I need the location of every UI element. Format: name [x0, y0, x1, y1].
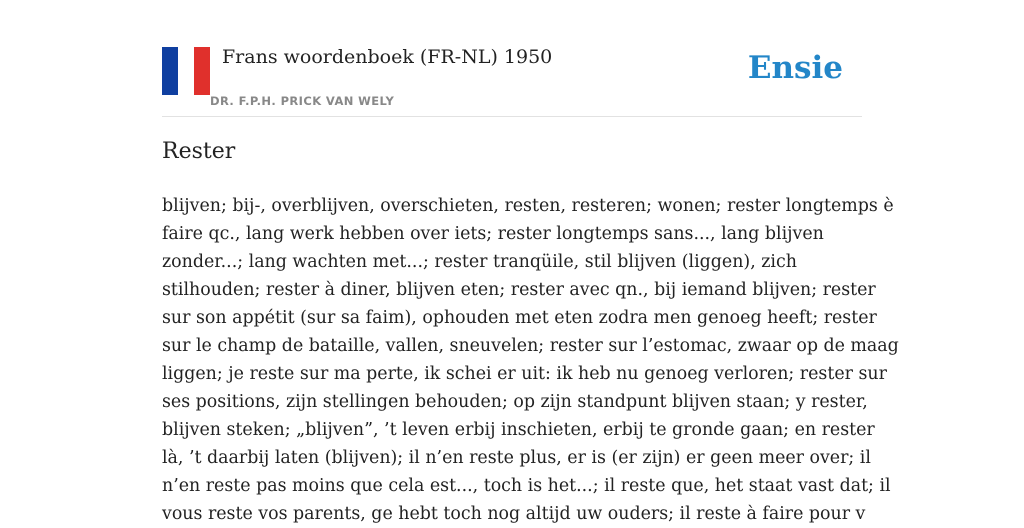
flag-white-stripe [178, 47, 194, 95]
dictionary-title[interactable]: Frans woordenboek (FR-NL) 1950 [222, 46, 553, 68]
definition-line: zonder...; lang wachten met...; rester tranqüile, stil blijven (liggen), zich [162, 252, 797, 272]
definition-line: vous reste vos parents, ge hebt toch nog altijd uw ouders; il reste à faire pour v [162, 504, 866, 524]
definition-line: liggen; je reste sur ma perte, ik schei er uit: ik heb nu genoeg verloren; rester sur [162, 364, 887, 384]
definition-line: sur le champ de bataille, vallen, sneuvelen; rester sur l’estomac, zwaar op de maag [162, 336, 899, 356]
definition-line: n’en reste pas moins que cela est..., toch is het...; il reste que, het staat vast dat; il [162, 476, 891, 496]
definition-line: blijven; bij-, overblijven, overschieten, resten, resteren; wonen; rester longtemps è [162, 196, 894, 216]
definition-line: là, ’t daarbij laten (blijven); il n’en reste plus, er is (er zijn) er geen meer over; il [162, 448, 871, 468]
dictionary-header [162, 0, 862, 117]
entry-definition [162, 192, 899, 528]
definition-line: stilhouden; rester à diner, blijven eten; rester avec qn., bij iemand blijven; rester [162, 280, 876, 300]
definition-line: ses positions, zijn stellingen behouden; op zijn standpunt blijven staan; y rester, [162, 392, 868, 412]
flag-blue-stripe [162, 47, 178, 95]
brand-logo[interactable]: Ensie [747, 50, 843, 86]
french-flag-icon [162, 47, 210, 95]
flag-red-stripe [194, 47, 210, 95]
definition-line: blijven steken; „blijven”, ’t leven erbij inschieten, erbij te gronde gaan; en rester [162, 420, 875, 440]
definition-line: faire qc., lang werk hebben over iets; rester longtemps sans..., lang blijven [162, 224, 824, 244]
definition-line: sur son appétit (sur sa faim), ophouden met eten zodra men genoeg heeft; rester [162, 308, 877, 328]
dictionary-author: DR. F.P.H. PRICK VAN WELY [210, 94, 395, 108]
entry-title: Rester [162, 139, 236, 164]
